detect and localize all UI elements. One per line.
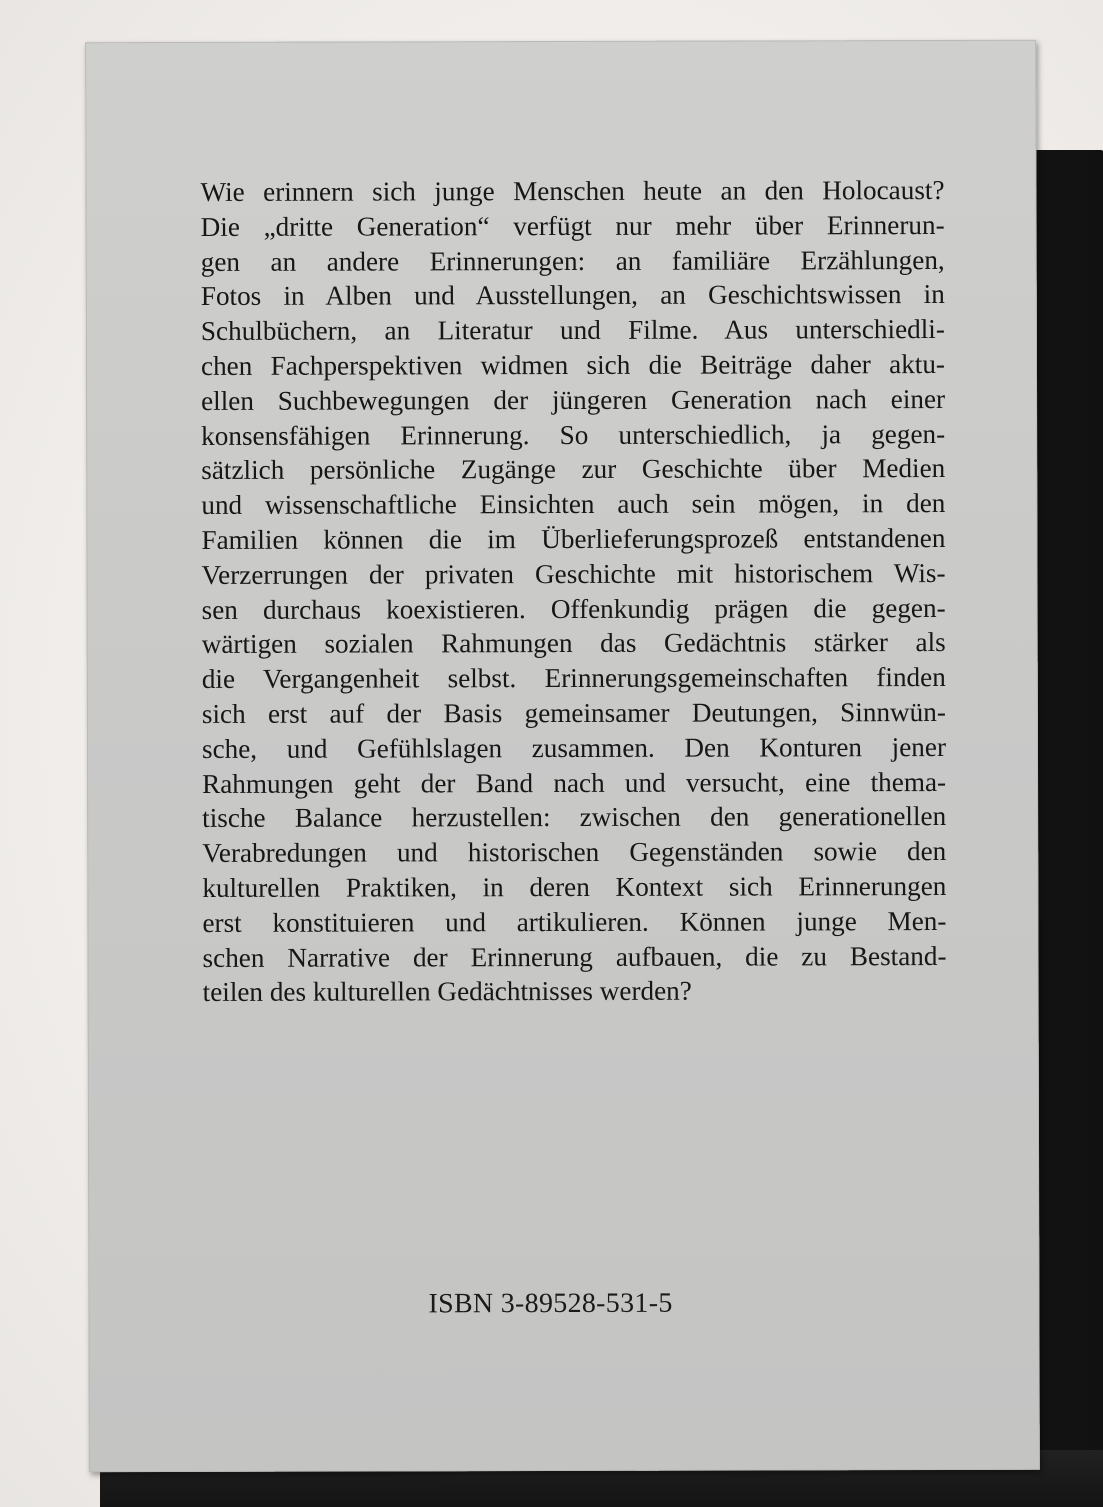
blurb-line: Familien können die im Überlieferungsprozeß entstandenen xyxy=(201,522,946,555)
blurb-line: ellen Suchbewegungen der jüngeren Generation nach einer xyxy=(201,383,946,416)
blurb-line: Verzerrungen der privaten Geschichte mit historischem Wis- xyxy=(201,557,946,590)
blurb-line: erst konstituieren und artikulieren. Können junge Men- xyxy=(202,905,947,938)
blurb-line: Rahmungen geht der Band nach und versucht, eine thema- xyxy=(202,766,947,799)
blurb-line: wärtigen sozialen Rahmungen das Gedächtnis stärker als xyxy=(201,627,946,660)
blurb-line: Die „dritte Generation“ verfügt nur mehr über Erinnerun- xyxy=(200,209,945,242)
blurb-line: gen an andere Erinnerungen: an familiäre Erzählungen, xyxy=(200,244,945,277)
blurb-line: und wissenschaftliche Einsichten auch sein mögen, in den xyxy=(201,488,946,521)
blurb-line: sich erst auf der Basis gemeinsamer Deutungen, Sinnwün- xyxy=(201,696,946,729)
blurb-line: konsensfähigen Erinnerung. So unterschiedlich, ja gegen- xyxy=(201,418,946,451)
blurb-line: Schulbüchern, an Literatur und Filme. Aus unterschiedli- xyxy=(200,314,945,347)
blurb-line: sche, und Gefühlslagen zusammen. Den Konturen jener xyxy=(201,731,947,764)
blurb-line: Fotos in Alben und Ausstellungen, an Geschichtswissen in xyxy=(200,279,945,312)
blurb-line: Verabredungen und historischen Gegenständen sowie den xyxy=(202,836,947,869)
blurb-line: sen durchaus koexistieren. Offenkundig prägen die gegen- xyxy=(201,592,946,625)
book-back-cover xyxy=(85,40,1040,1472)
isbn-number: ISBN 3-89528-531-5 xyxy=(428,1287,673,1320)
blurb-line: schen Narrative der Erinnerung aufbauen, die zu Bestand- xyxy=(202,940,947,973)
blurb-line: chen Fachperspektiven widmen sich die Beiträge daher aktu- xyxy=(200,348,946,381)
blurb-line: die Vergangenheit selbst. Erinnerungsgemeinschaften finden xyxy=(201,662,946,695)
blurb-text xyxy=(200,173,946,1010)
blurb-line: teilen des kulturellen Gedächtnisses werden? xyxy=(202,975,692,1008)
blurb-line: sätzlich persönliche Zugänge zur Geschichte über Medien xyxy=(201,453,946,486)
blurb-line: Wie erinnern sich junge Menschen heute an den Holocaust? xyxy=(200,174,945,207)
blurb-line: kulturellen Praktiken, in deren Kontext sich Erinnerungen xyxy=(202,870,947,903)
blurb-line: tische Balance herzustellen: zwischen den generationellen xyxy=(202,801,947,834)
